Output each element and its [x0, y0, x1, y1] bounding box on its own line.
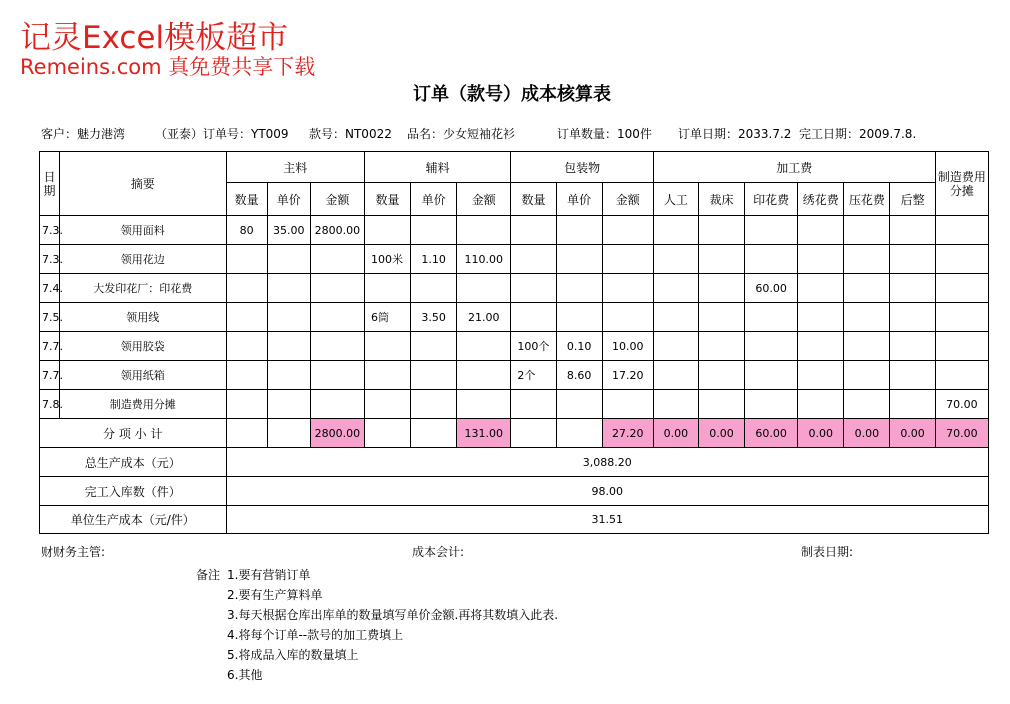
cell-main-price	[267, 332, 310, 361]
cell-aux-price: 1.10	[411, 245, 457, 274]
cell-aux-price	[411, 216, 457, 245]
cell-labor	[653, 216, 698, 245]
subtotal-embroidery: 0.00	[798, 419, 844, 448]
cell-pack-price	[556, 274, 602, 303]
pack-amount-header: 金额	[602, 183, 653, 216]
cell-embroidery	[798, 303, 844, 332]
cell-date: 7.3.	[40, 216, 60, 245]
cell-date: 7.3.	[40, 245, 60, 274]
subtotal-printing: 60.00	[745, 419, 798, 448]
cell-main-price	[267, 361, 310, 390]
cell-cutting	[698, 390, 744, 419]
cell-mfg	[935, 361, 988, 390]
cell-embroidery	[798, 274, 844, 303]
cell-main-amt	[310, 361, 364, 390]
cell-pack-price: 8.60	[556, 361, 602, 390]
cell-main-qty	[226, 274, 267, 303]
table-row	[40, 274, 989, 303]
cell-pack-price	[556, 390, 602, 419]
cell	[411, 419, 457, 448]
cell-pack-amt	[602, 245, 653, 274]
main-price-header: 单价	[267, 183, 310, 216]
cell-summary: 领用线	[60, 303, 226, 332]
cell-main-amt	[310, 303, 364, 332]
cell-pressing	[844, 390, 890, 419]
cell-summary: 领用面料	[60, 216, 226, 245]
cell-pack-qty	[511, 274, 556, 303]
cell-aux-qty	[364, 216, 410, 245]
cell-pack-qty	[511, 390, 556, 419]
cell-main-qty: 80	[226, 216, 267, 245]
remark-item: 4.将每个订单--款号的加工费填上	[227, 628, 404, 642]
remark-item: 2.要有生产算料单	[227, 588, 323, 602]
unit-cost-value: 31.51	[226, 506, 988, 534]
cell	[226, 419, 267, 448]
processing-header: 加工费	[653, 152, 935, 183]
finish-date-field: 完工日期：2009.7.8.	[799, 127, 917, 141]
cell-labor	[653, 361, 698, 390]
labor-header: 人工	[653, 183, 698, 216]
watermark-brand: 记灵Excel模板超市	[20, 20, 289, 56]
date-header: 日期	[40, 152, 60, 216]
cell-date: 7.8.	[40, 390, 60, 419]
cell-cutting	[698, 216, 744, 245]
pack-price-header: 单价	[556, 183, 602, 216]
cell-main-amt	[310, 274, 364, 303]
order-number-field: （亚泰）订单号：YT009	[155, 127, 289, 141]
cell-pressing	[844, 332, 890, 361]
cell-printing	[745, 245, 798, 274]
subtotal-pressing: 0.00	[844, 419, 890, 448]
cell-pressing	[844, 216, 890, 245]
cell-pressing	[844, 303, 890, 332]
cell-labor	[653, 245, 698, 274]
total-cost-row	[40, 448, 989, 477]
cell-labor	[653, 332, 698, 361]
cell	[267, 419, 310, 448]
cell-aux-price	[411, 274, 457, 303]
cell-pack-amt	[602, 390, 653, 419]
remarks-label: 备注	[196, 568, 221, 582]
cell-embroidery	[798, 216, 844, 245]
remark-item: 5.将成品入库的数量填上	[227, 648, 359, 662]
product-name-field: 品名：少女短袖花衫	[407, 127, 516, 141]
cell-aux-qty	[364, 390, 410, 419]
subtotal-main-amount: 2800.00	[310, 419, 364, 448]
cell-printing	[745, 303, 798, 332]
printing-header: 印花费	[745, 183, 798, 216]
cell-printing	[745, 216, 798, 245]
cell-main-price	[267, 390, 310, 419]
table-row	[40, 216, 989, 245]
table-row	[40, 390, 989, 419]
finished-qty-row	[40, 477, 989, 506]
cell-labor	[653, 274, 698, 303]
cell-embroidery	[798, 245, 844, 274]
cell-main-qty	[226, 361, 267, 390]
cell-main-price: 35.00	[267, 216, 310, 245]
packaging-header: 包装物	[511, 152, 653, 183]
cell-pack-amt: 10.00	[602, 332, 653, 361]
cell-date: 7.4.	[40, 274, 60, 303]
cell-embroidery	[798, 390, 844, 419]
watermark-site: Remeins.com 真免费共享下载	[20, 55, 316, 79]
cell-main-amt	[310, 332, 364, 361]
subtotal-label: 分 项 小 计	[40, 419, 227, 448]
cell-cutting	[698, 303, 744, 332]
cell-embroidery	[798, 361, 844, 390]
cell-labor	[653, 303, 698, 332]
subtotal-pack-amount: 27.20	[602, 419, 653, 448]
cell-printing	[745, 332, 798, 361]
aux-material-header: 辅料	[364, 152, 510, 183]
finishing-header: 后整	[890, 183, 935, 216]
cell-date: 7.7.	[40, 361, 60, 390]
customer-field: 客户：魅力港湾	[41, 127, 126, 141]
cell-finishing	[890, 303, 935, 332]
cell-finishing	[890, 216, 935, 245]
cell-mfg	[935, 216, 988, 245]
cell-aux-price	[411, 390, 457, 419]
cell-pressing	[844, 361, 890, 390]
cell-aux-amt	[457, 332, 511, 361]
cell-aux-qty	[364, 332, 410, 361]
cell-main-price	[267, 245, 310, 274]
cell-main-qty	[226, 303, 267, 332]
cell-cutting	[698, 332, 744, 361]
cell-mfg	[935, 332, 988, 361]
embroidery-header: 绣花费	[798, 183, 844, 216]
mfg-alloc-header: 制造费用分摊	[935, 152, 988, 216]
cell	[556, 419, 602, 448]
cell-aux-qty: 6筒	[364, 303, 410, 332]
page-title: 订单（款号）成本核算表	[413, 84, 611, 105]
cell-main-qty	[226, 245, 267, 274]
table-row	[40, 303, 989, 332]
cell-aux-price	[411, 361, 457, 390]
cell-pressing	[844, 245, 890, 274]
cell	[364, 419, 410, 448]
cell-main-qty	[226, 332, 267, 361]
cell-pack-price	[556, 245, 602, 274]
aux-amount-header: 金额	[457, 183, 511, 216]
total-cost-label: 总生产成本（元）	[40, 448, 227, 477]
remark-item: 1.要有营销订单	[227, 568, 311, 582]
cell-main-price	[267, 274, 310, 303]
cell-mfg	[935, 274, 988, 303]
aux-qty-header: 数量	[364, 183, 410, 216]
subtotal-aux-amount: 131.00	[457, 419, 511, 448]
finished-qty-label: 完工入库数（件）	[40, 477, 227, 506]
cell-printing	[745, 361, 798, 390]
cell-summary: 领用花边	[60, 245, 226, 274]
pressing-header: 压花费	[844, 183, 890, 216]
cell-main-qty	[226, 390, 267, 419]
cell-aux-price: 3.50	[411, 303, 457, 332]
cell-summary: 领用纸箱	[60, 361, 226, 390]
main-qty-header: 数量	[226, 183, 267, 216]
cell-embroidery	[798, 332, 844, 361]
cell-pack-price	[556, 303, 602, 332]
cell-finishing	[890, 274, 935, 303]
unit-cost-row	[40, 506, 989, 534]
cell-aux-amt: 21.00	[457, 303, 511, 332]
cell-pack-price	[556, 216, 602, 245]
cell-aux-amt	[457, 390, 511, 419]
table-row	[40, 332, 989, 361]
cell-aux-amt: 110.00	[457, 245, 511, 274]
cell-cutting	[698, 245, 744, 274]
cell-mfg	[935, 245, 988, 274]
cell-aux-amt	[457, 361, 511, 390]
table-row	[40, 245, 989, 274]
subtotal-cutting: 0.00	[698, 419, 744, 448]
cell-aux-price	[411, 332, 457, 361]
cell-pack-qty: 100个	[511, 332, 556, 361]
main-material-header: 主料	[226, 152, 364, 183]
cell-pack-qty: 2个	[511, 361, 556, 390]
cell-pack-amt	[602, 303, 653, 332]
main-amount-header: 金额	[310, 183, 364, 216]
cell-summary: 大发印花厂：印花费	[60, 274, 226, 303]
cell-summary: 制造费用分摊	[60, 390, 226, 419]
total-cost-value: 3,088.20	[226, 448, 988, 477]
cell-aux-qty: 100米	[364, 245, 410, 274]
cutting-header: 裁床	[698, 183, 744, 216]
cell-printing	[745, 390, 798, 419]
subtotal-finishing: 0.00	[890, 419, 935, 448]
cell-aux-qty	[364, 361, 410, 390]
cell-pack-price: 0.10	[556, 332, 602, 361]
cell-labor	[653, 390, 698, 419]
cell	[511, 419, 556, 448]
cell-aux-amt	[457, 216, 511, 245]
summary-header: 摘要	[60, 152, 226, 216]
aux-price-header: 单价	[411, 183, 457, 216]
cell-main-amt	[310, 390, 364, 419]
cell-finishing	[890, 390, 935, 419]
cell-summary: 领用胶袋	[60, 332, 226, 361]
cell-mfg: 70.00	[935, 390, 988, 419]
order-quantity-field: 订单数量：100件	[557, 127, 652, 141]
cell-finishing	[890, 332, 935, 361]
cell-pack-amt	[602, 216, 653, 245]
order-date-field: 订单日期：2033.7.2	[678, 127, 792, 141]
cell-pressing	[844, 274, 890, 303]
remark-item: 3.每天根据仓库出库单的数量填写单价金额.再将其数填入此表.	[227, 608, 559, 622]
style-number-field: 款号：NT0022	[309, 127, 392, 141]
cell-main-amt	[310, 245, 364, 274]
finance-manager-label: 财财务主管:	[41, 545, 106, 559]
cell-pack-amt	[602, 274, 653, 303]
prepared-date-label: 制表日期:	[801, 545, 854, 559]
cell-pack-qty	[511, 216, 556, 245]
cell-main-price	[267, 303, 310, 332]
unit-cost-label: 单位生产成本（元/件）	[40, 506, 227, 534]
subtotal-row	[40, 419, 989, 448]
cell-finishing	[890, 361, 935, 390]
table-row	[40, 361, 989, 390]
cell-printing: 60.00	[745, 274, 798, 303]
cell-aux-qty	[364, 274, 410, 303]
finished-qty-value: 98.00	[226, 477, 988, 506]
subtotal-labor: 0.00	[653, 419, 698, 448]
cell-mfg	[935, 303, 988, 332]
cell-pack-qty	[511, 245, 556, 274]
cell-date: 7.7.	[40, 332, 60, 361]
cost-table	[39, 151, 989, 534]
cell-pack-amt: 17.20	[602, 361, 653, 390]
cell-aux-amt	[457, 274, 511, 303]
subtotal-mfg: 70.00	[935, 419, 988, 448]
cell-date: 7.5.	[40, 303, 60, 332]
cell-cutting	[698, 274, 744, 303]
remark-item: 6.其他	[227, 668, 263, 682]
cell-cutting	[698, 361, 744, 390]
cell-main-amt: 2800.00	[310, 216, 364, 245]
cost-accountant-label: 成本会计:	[412, 545, 465, 559]
cell-pack-qty	[511, 303, 556, 332]
header-row-group	[40, 152, 989, 183]
cell-finishing	[890, 245, 935, 274]
pack-qty-header: 数量	[511, 183, 556, 216]
